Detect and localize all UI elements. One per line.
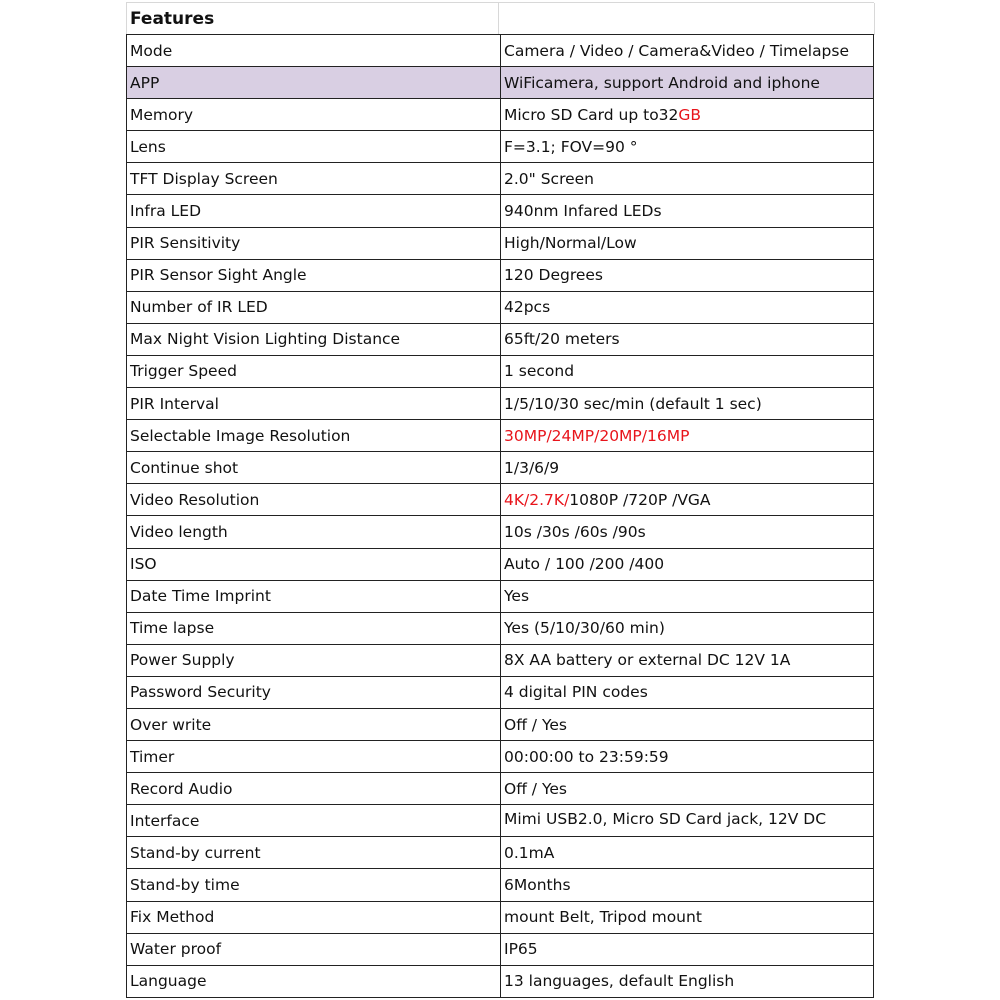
table-row bbox=[127, 227, 874, 259]
feature-label: Mode bbox=[127, 35, 501, 67]
value-text: Mimi USB2.0, Micro SD Card jack, 12V DC bbox=[504, 810, 827, 829]
table-row bbox=[127, 869, 874, 901]
feature-value bbox=[501, 227, 874, 259]
value-text: 10s /30s /60s /90s bbox=[504, 522, 646, 541]
feature-value bbox=[501, 484, 874, 516]
spec-table bbox=[126, 34, 874, 998]
highlighted-value-text: 30MP/24MP/20MP/16MP bbox=[504, 426, 690, 445]
feature-label: Continue shot bbox=[127, 452, 501, 484]
feature-label: Date Time Imprint bbox=[127, 580, 501, 612]
feature-label: Over write bbox=[127, 708, 501, 740]
feature-value bbox=[501, 773, 874, 805]
feature-label: Lens bbox=[127, 131, 501, 163]
value-text: 2.0" Screen bbox=[504, 169, 594, 188]
feature-value bbox=[501, 580, 874, 612]
feature-label: Power Supply bbox=[127, 644, 501, 676]
feature-value bbox=[501, 388, 874, 420]
value-text: Yes (5/10/30/60 min) bbox=[504, 619, 665, 638]
value-text: F=3.1; FOV=90 ° bbox=[504, 137, 638, 156]
feature-label: Max Night Vision Lighting Distance bbox=[127, 323, 501, 355]
feature-label: Trigger Speed bbox=[127, 355, 501, 387]
feature-value bbox=[501, 259, 874, 291]
value-text: Off / Yes bbox=[504, 715, 567, 734]
value-text: mount Belt, Tripod mount bbox=[504, 908, 702, 927]
value-text: 1/3/6/9 bbox=[504, 458, 560, 477]
feature-label: Selectable Image Resolution bbox=[127, 420, 501, 452]
table-row bbox=[127, 580, 874, 612]
value-text: WiFicamera, support Android and iphone bbox=[504, 73, 820, 92]
feature-value bbox=[501, 323, 874, 355]
table-row bbox=[127, 805, 874, 837]
feature-label: PIR Sensor Sight Angle bbox=[127, 259, 501, 291]
features-heading: Features bbox=[126, 3, 499, 35]
table-row bbox=[127, 644, 874, 676]
feature-value bbox=[501, 67, 874, 99]
value-text: 65ft/20 meters bbox=[504, 330, 620, 349]
value-text: 120 Degrees bbox=[504, 266, 604, 285]
value-text: 13 languages, default English bbox=[504, 972, 735, 991]
feature-value bbox=[501, 355, 874, 387]
table-row bbox=[127, 901, 874, 933]
table-row bbox=[127, 259, 874, 291]
feature-value bbox=[501, 869, 874, 901]
value-text: 1 second bbox=[504, 362, 575, 381]
table-row bbox=[127, 741, 874, 773]
feature-value bbox=[501, 291, 874, 323]
value-text: High/Normal/Low bbox=[504, 234, 637, 253]
feature-value bbox=[501, 676, 874, 708]
feature-label: Video Resolution bbox=[127, 484, 501, 516]
feature-value bbox=[501, 708, 874, 740]
table-row bbox=[127, 452, 874, 484]
feature-value bbox=[501, 35, 874, 67]
value-text: Camera / Video / Camera&Video / Timelapse bbox=[504, 41, 850, 60]
table-row bbox=[127, 131, 874, 163]
value-text: 940nm Infared LEDs bbox=[504, 202, 662, 221]
value-text: 42pcs bbox=[504, 298, 551, 317]
feature-label: Record Audio bbox=[127, 773, 501, 805]
feature-label: Stand-by time bbox=[127, 869, 501, 901]
feature-value bbox=[501, 965, 874, 997]
feature-value bbox=[501, 195, 874, 227]
feature-value bbox=[501, 805, 874, 837]
value-text: IP65 bbox=[504, 940, 538, 959]
feature-value bbox=[501, 420, 874, 452]
value-text: 1080P /720P /VGA bbox=[569, 490, 711, 509]
feature-label: Infra LED bbox=[127, 195, 501, 227]
table-row bbox=[127, 420, 874, 452]
value-text: 8X AA battery or external DC 12V 1A bbox=[504, 651, 791, 670]
table-row bbox=[127, 355, 874, 387]
feature-label: Fix Method bbox=[127, 901, 501, 933]
feature-label: PIR Interval bbox=[127, 388, 501, 420]
feature-value bbox=[501, 933, 874, 965]
feature-label: Interface bbox=[127, 805, 501, 837]
table-row bbox=[127, 484, 874, 516]
table-row bbox=[127, 773, 874, 805]
feature-label: Video length bbox=[127, 516, 501, 548]
feature-label: PIR Sensitivity bbox=[127, 227, 501, 259]
feature-label: Stand-by current bbox=[127, 837, 501, 869]
value-text: 00:00:00 to 23:59:59 bbox=[504, 747, 669, 766]
table-row bbox=[127, 291, 874, 323]
table-header-row bbox=[126, 2, 874, 35]
table-row bbox=[127, 388, 874, 420]
feature-value bbox=[501, 644, 874, 676]
table-row bbox=[127, 35, 874, 67]
value-text: 0.1mA bbox=[504, 843, 555, 862]
feature-label: ISO bbox=[127, 548, 501, 580]
feature-value bbox=[501, 612, 874, 644]
feature-label: Password Security bbox=[127, 676, 501, 708]
table-row bbox=[127, 195, 874, 227]
value-text: Yes bbox=[504, 587, 530, 606]
value-text: 1/5/10/30 sec/min (default 1 sec) bbox=[504, 394, 762, 413]
table-row bbox=[127, 933, 874, 965]
table-row bbox=[127, 99, 874, 131]
table-row bbox=[127, 548, 874, 580]
table-row bbox=[127, 965, 874, 997]
highlighted-value-text: 4K/2.7K/ bbox=[504, 490, 570, 509]
feature-value bbox=[501, 741, 874, 773]
feature-label: Memory bbox=[127, 99, 501, 131]
feature-value bbox=[501, 131, 874, 163]
table-row bbox=[127, 163, 874, 195]
table-row bbox=[127, 612, 874, 644]
feature-value bbox=[501, 837, 874, 869]
value-text: 4 digital PIN codes bbox=[504, 683, 648, 702]
feature-label: Language bbox=[127, 965, 501, 997]
header-empty-cell bbox=[499, 3, 875, 35]
feature-value bbox=[501, 516, 874, 548]
value-text: Micro SD Card up to32 bbox=[504, 105, 679, 124]
feature-value bbox=[501, 163, 874, 195]
feature-label: Water proof bbox=[127, 933, 501, 965]
feature-label: Timer bbox=[127, 741, 501, 773]
table-row bbox=[127, 837, 874, 869]
feature-value bbox=[501, 452, 874, 484]
highlighted-value-text: GB bbox=[678, 105, 702, 124]
feature-label: TFT Display Screen bbox=[127, 163, 501, 195]
feature-label: Number of IR LED bbox=[127, 291, 501, 323]
feature-value bbox=[501, 548, 874, 580]
feature-label: Time lapse bbox=[127, 612, 501, 644]
feature-value bbox=[501, 99, 874, 131]
table-row bbox=[127, 516, 874, 548]
value-text: Auto / 100 /200 /400 bbox=[504, 555, 665, 574]
value-text: 6Months bbox=[504, 875, 571, 894]
feature-label: APP bbox=[127, 67, 501, 99]
table-row bbox=[127, 676, 874, 708]
table-row bbox=[127, 67, 874, 99]
table-row bbox=[127, 708, 874, 740]
table-row bbox=[127, 323, 874, 355]
feature-value bbox=[501, 901, 874, 933]
value-text: Off / Yes bbox=[504, 779, 567, 798]
